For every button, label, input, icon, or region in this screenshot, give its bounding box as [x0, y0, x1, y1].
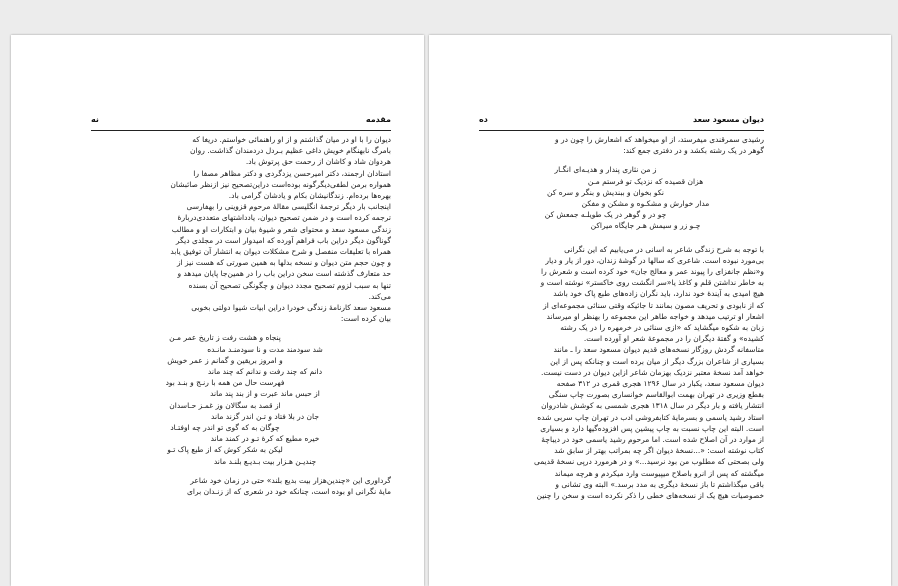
- text-line: به خاطر نداشتن قلم و کاغذ یا«سر انگشت روی خاکستر» نوشته است و: [540, 278, 764, 288]
- left-para-2: [99, 475, 391, 497]
- text-line: اینجانب بار دیگر ترجمهٔ انگلیسی مقالهٔ مرحوم قزوینی را بهفارسی: [186, 202, 391, 212]
- right-page-body: [487, 134, 764, 501]
- verse-second-hemistich: جان در بلا فتاد و تـن اندر گزند ماند: [211, 411, 319, 421]
- right-page: [429, 35, 891, 586]
- text-line: دیوان مسعود سعد، یکبار در سال ۱۲۹۶ هجری قمری در ۳۱۲ صفحه: [556, 379, 764, 389]
- left-page-body: [99, 134, 391, 497]
- text-line: رشیدی سمرقندی میفرستد، از او میخواهد که اشعارش را چون در و: [554, 135, 764, 144]
- right-page-header: [479, 115, 764, 129]
- text-line: همراه با تعلیقات منفصل و شرح مشکلات دیوان به انتشار آن توفیق یابد: [170, 247, 391, 257]
- right-para-2: [487, 244, 764, 502]
- text-line: گوهر در یک رشته بکشد و در دفتری جمع کند:: [623, 146, 764, 156]
- left-page-number: نه: [91, 115, 99, 124]
- verse-first-hemistich: نکو بخوان و ببندیش و بنگر و سره کن: [547, 187, 664, 197]
- text-line: استاد رشید یاسمی و بسرمایهٔ کتابفروشی ادب در تهران چاپ سربی شده: [537, 412, 764, 422]
- text-line: هردوان شاد و کاشان از رحمت حق پرتوش باد.: [245, 157, 391, 167]
- text-line: مایهٔ نگرانی او بوده است، چنانکه خود در شعری که از زنـدان برای: [187, 487, 391, 497]
- verse-first-hemistich: چوگان به که گوی تو اندر چه اوفتـاد: [170, 423, 280, 433]
- verse-second-hemistich: هزان قصیده که نزدیک تو فرستم مـن: [587, 176, 704, 186]
- verse-first-hemistich: و امروز بریقین و گمانم ز عمر خویش: [167, 355, 283, 365]
- text-line: متاسفانه گردش روزگار نسخه‌های قدیم دیوان مسعود سعد را ـ مانند: [553, 345, 764, 355]
- text-line: بیان کرده است:: [340, 314, 391, 324]
- text-line: باقی میگذاشتم تا باز نسخهٔ دیگری به مدد برسد.» البته وی تشانی و: [555, 479, 764, 489]
- text-line: انتشار یافته و بار دیگر در سال ۱۳۱۸ هجری شمسی به کوشش شادروان: [541, 401, 764, 411]
- verse-second-hemistich: دانم که چند رفت و ندانم که چند ماند: [207, 367, 323, 377]
- text-line: با توجه به شرح زندگی شاعر به اسانی در می‌یابیم که این نگرانی: [564, 244, 764, 254]
- right-para-1: [487, 134, 764, 156]
- text-line: بقطع وزیری در تهران بهمت ابوالقاسم خوانساری بصورت چاپ سنگی: [548, 390, 764, 400]
- verse-first-hemistich: فهرست حال من همه با رنـج و بنـد بود: [165, 378, 285, 388]
- text-line: گرداوری این «چندین‌هزار بیت بدیع بلند» حتی در زمان خود شاعر: [190, 475, 391, 485]
- text-line: کشیده» و گفتهٔ دیگران را در مجموعهٔ شعر او آورده است.: [583, 334, 764, 344]
- text-line: می‌کند.: [368, 291, 391, 301]
- text-line: استادان ارجمند، دکتر امیرحسن یزدگردی و دکتر مظاهر مصفا را: [193, 168, 391, 178]
- text-line: بی‌مورد نبوده است. شاعری که سالها در گوشهٔ زندان، دور از یار و دیار: [545, 255, 764, 265]
- text-line: که از نابودی و تحریف مصون بمانند تا جائیکه وقتی سنائی مجموعه‌ای از: [543, 300, 764, 310]
- left-page: [11, 35, 424, 586]
- text-line: زندگی مسعود سعد و محتوای شعر و شیوهٔ بیان و ابتکارات او و مطالب: [171, 224, 391, 234]
- left-para-1: [99, 134, 391, 324]
- text-line: حد متعارف گذشته است سخن دراین باب را در همین‌جا پایان میدهد و: [177, 269, 391, 279]
- verse-second-hemistich: چـو زر و سیمش هـر جایگاه میراکن: [590, 221, 701, 231]
- text-line: میگشته که پس از انرو باصلاح میپیوست وارد میکردم و هرچه میماند: [554, 468, 764, 478]
- text-line: دیوان را با او در میان گذاشتم و از او راهنمائی خواستم. دریغا که: [192, 135, 391, 144]
- text-line: اشعار او ترتیب میدهد و خواجه طاهر این مجموعه را بهنظر او میرساند: [546, 311, 764, 321]
- text-line: از موارد در آن اصلاح شده است. اما مرحوم رشید یاسمی خود در دیباچهٔ: [541, 435, 764, 445]
- verse-first-hemistich: ز من نثاری پندار و هدیـه‌ای انگـار: [554, 165, 657, 175]
- verse-first-hemistich: پنجاه و هشت رفت ز تاریخ عمر مـن: [169, 333, 281, 343]
- text-line: خصوصیات هیچ یک از نسخه‌های خطی را ذکر نکرده است و سخن را چنین: [536, 491, 764, 501]
- text-line: و«نظم جانفزای را پیوند عمر و معالج جان» خود کرده است و شعرش را: [540, 267, 764, 277]
- left-header-rule: [91, 130, 391, 131]
- text-line: کتاب نوشته است: «...نسخهٔ دیوان اگر چه بمراتب بهتر از سابق شد: [554, 446, 764, 456]
- text-line: و چون حجم متن دیوان و نسخه بدلها به همین صورتی که هست نیز از: [176, 258, 391, 268]
- left-page-header: [91, 115, 391, 129]
- verse-second-hemistich: از حبس ماند عبرت و از بند پند ماند: [210, 389, 320, 399]
- verse-first-hemistich: لیکن به شکر کوش که از طبع پاک تـو: [167, 445, 283, 455]
- left-page-title: مقدمه: [365, 115, 391, 124]
- left-verses: [99, 332, 391, 466]
- text-line: بسیاری از شاعران بزرگ دیگر از میان برده است و چنانکه پس از این: [550, 356, 764, 366]
- text-line: ترجمه کرده است و در ضمن تصحیح دیوان، یادداشتهای متعددی‌دربارهٔ: [177, 213, 391, 223]
- text-line: است. البته این چاپ نسبت به چاپ پیشین پس افزوده‌گیها دارد و بسیاری: [540, 423, 764, 433]
- text-line: هیچ امیدی به آیندهٔ خود ندارد، باید نگران زاده‌های طبع پاک خود باشد: [553, 289, 764, 299]
- text-line: خواهد آمد نسخهٔ معتبر نزدیک بهزمان شاعر ازاین دیوان در دست نیست.: [541, 367, 764, 377]
- verse-second-hemistich: شد سودمند مدت و نا سودمنـد مانـده: [207, 344, 323, 354]
- text-line: ولی بصحتی که مطلوب من بود نرسید...» و در هرمورد درپی نسخهٔ قدیمی: [533, 457, 764, 467]
- verse-second-hemistich: چندیـن هـزار بیت بـدیـع بلنـد ماند: [213, 456, 317, 466]
- text-line: بهره‌ها برده‌ام. زندگانیشان بکام و یادشان گرامی باد.: [228, 191, 391, 201]
- right-page-number: ده: [479, 115, 488, 124]
- right-verses: [487, 164, 764, 231]
- verse-first-hemistich: از قصد به سگالان وز غمـز حـاسدان: [169, 400, 281, 410]
- verse-second-hemistich: مدار خوارش و مشکـوه و مشکن و مفکن: [581, 199, 710, 209]
- right-header-rule: [479, 130, 764, 131]
- text-line: تنها به سبب لزوم تصحیح مجدد دیوان و چگونگی تصحیح آن بسنده: [188, 280, 391, 290]
- text-line: گوناگون دیگر دراین باب فراهم آورده که امیدوار است در مجلدی دیگر: [175, 235, 391, 245]
- text-line: بامرگ نابهنگام خویش داغی عظیم بـردل دردمندان گذاشت. روان: [190, 146, 391, 156]
- text-line: همواره برمن لطفی‌دیگرگونه بوده‌است دراین‌تصحیح نیز ازنظر صائبشان: [170, 179, 391, 189]
- verse-second-hemistich: خیره مطیع که کرهٔ تـو در کمند ماند: [210, 434, 320, 444]
- right-page-title: دیوان مسعود سعد: [693, 115, 764, 124]
- verse-first-hemistich: چو در و گوهر در یک طویلـه جمعش کن: [544, 210, 667, 220]
- text-line: مسعود سعد کارنامهٔ زندگی خودرا دراین ابیات شیوا دولتی بخوبی: [191, 303, 391, 313]
- text-line: زبان به شکوه میگشاید که «ازی سنائی در خرمهره را در یک رشته: [560, 323, 764, 333]
